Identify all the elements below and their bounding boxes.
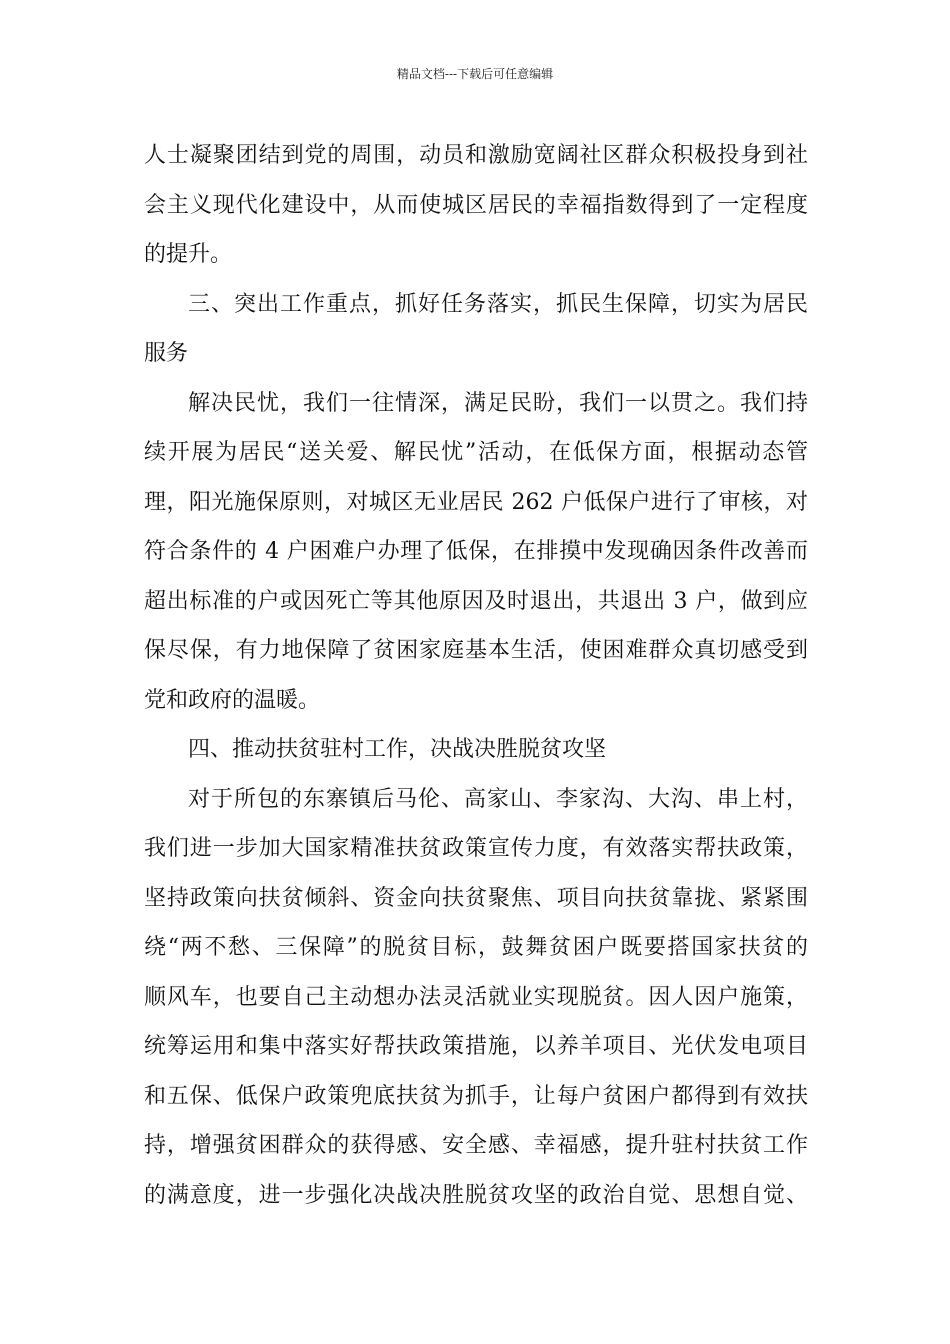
text-line: 四、推动扶贫驻村工作，决战决胜脱贫攻坚 <box>188 737 607 762</box>
text-line: 持，增强贫困群众的获得感、安全感、幸福感，提升驻村扶贫工作 <box>144 1133 808 1158</box>
text-line: 统筹运用和集中落实好帮扶政策措施，以养羊项目、光伏发电项目 <box>144 1034 808 1059</box>
text-line: 顺风车，也要自己主动想办法灵活就业实现脱贫。因人因户施策， <box>144 984 808 1010</box>
text-line: 解决民忧，我们一往情深，满足民盼，我们一以贯之。我们持 <box>188 390 808 416</box>
text-line: 符合条件的 4 户困难户办理了低保，在排摸中发现确因条件改善而 <box>144 539 808 564</box>
text-line: 坚持政策向扶贫倾斜、资金向扶贫聚焦、项目向扶贫靠拢、紧紧围 <box>144 885 808 911</box>
paragraph-community-summary <box>144 131 808 280</box>
document-body <box>144 131 808 1220</box>
paragraph-poverty-alleviation <box>144 775 808 1221</box>
text-line: 保尽保，有力地保障了贫困家庭基本生活，使困难群众真切感受到 <box>144 638 808 663</box>
text-line: 服务 <box>144 341 189 366</box>
text-line: 和五保、低保户政策兜底扶贫为抓手，让每户贫困户都得到有效扶 <box>144 1083 808 1109</box>
text-line: 党和政府的温暖。 <box>144 687 321 713</box>
text-line: 续开展为居民“送关爱、解民忧”活动，在低保方面，根据动态管 <box>144 440 808 465</box>
text-line: 的提升。 <box>144 242 233 267</box>
section-heading-four <box>144 725 808 775</box>
text-line: 对于所包的东寨镇后马伦、高家山、李家沟、大沟、串上村， <box>188 786 808 812</box>
text-line: 会主义现代化建设中，从而使城区居民的幸福指数得到了一定程度 <box>144 192 808 218</box>
text-line: 人士凝聚团结到党的周围，动员和激励宽阔社区群众积极投身到社 <box>144 143 808 168</box>
text-line: 的满意度，进一步强化决战决胜脱贫攻坚的政治自觉、思想自觉、 <box>144 1182 808 1208</box>
text-line: 我们进一步加大国家精准扶贫政策宣传力度，有效落实帮扶政策， <box>144 836 808 861</box>
paragraph-minimum-living-security <box>144 379 808 726</box>
text-line: 理，阳光施保原则，对城区无业居民 262 户低保户进行了审核，对 <box>144 489 808 515</box>
text-line: 三、突出工作重点，抓好任务落实，抓民生保障，切实为居民 <box>188 291 808 317</box>
page-header: 精品文档---下载后可任意编辑 <box>396 67 554 81</box>
text-line: 超出标准的户或因死亡等其他原因及时退出，共退出 3 户，做到应 <box>144 588 808 614</box>
text-line: 绕“两不愁、三保障”的脱贫目标，鼓舞贫困户既要搭国家扶贫的 <box>144 935 808 960</box>
section-heading-three <box>144 280 808 379</box>
